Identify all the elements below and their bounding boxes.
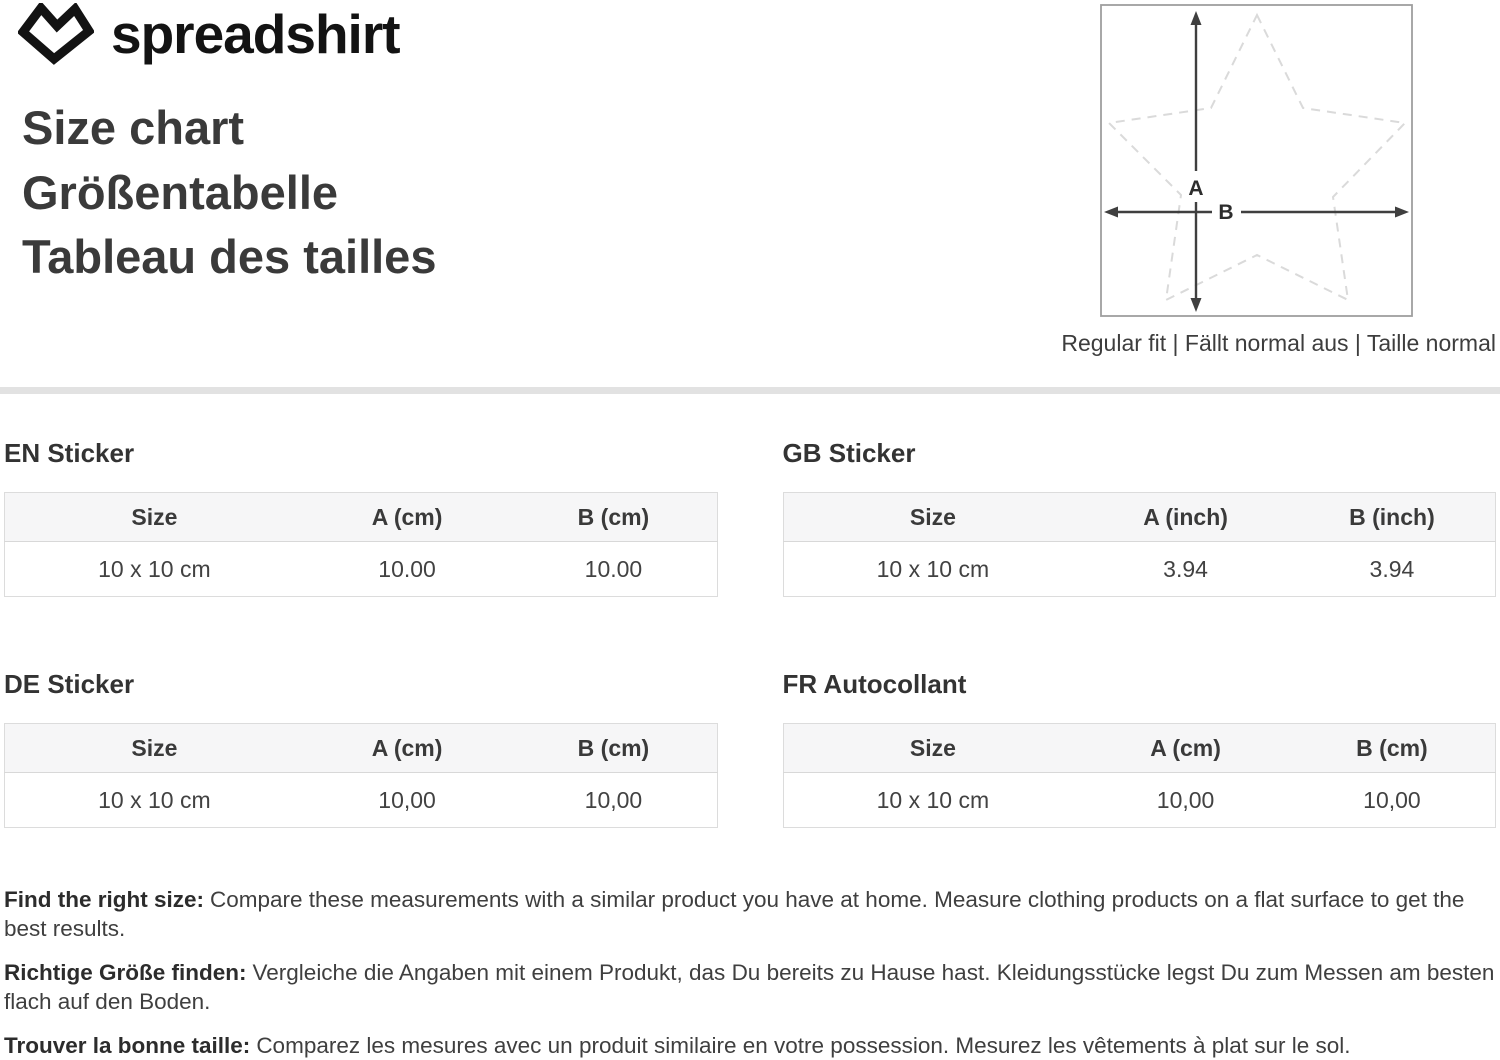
size-table-fr <box>783 723 1497 828</box>
header <box>0 0 1500 387</box>
note-en <box>4 885 1496 943</box>
cell-b: 10,00 <box>510 773 717 828</box>
note-label: Find the right size: <box>4 887 204 912</box>
size-section-en <box>4 440 718 597</box>
column-header-a: A (cm) <box>304 724 511 773</box>
column-header-b: B (cm) <box>510 724 717 773</box>
table-header-row <box>5 493 718 542</box>
size-table-en <box>4 492 718 597</box>
brand <box>18 2 400 66</box>
page-title-de: Größentabelle <box>22 165 339 219</box>
column-header-b: B (cm) <box>1289 724 1496 773</box>
size-table-de <box>4 723 718 828</box>
table-header-row <box>5 724 718 773</box>
fit-caption: Regular fit | Fällt normal aus | Taille normal <box>1061 330 1496 356</box>
table-title: DE Sticker <box>4 669 135 699</box>
column-header-a: A (inch) <box>1082 493 1289 542</box>
note-text: Comparez les mesures avec un produit similaire en votre possession. Mesurez les vêtements à plat sur le sol. <box>256 1033 1351 1058</box>
page-title-en: Size chart <box>22 101 245 154</box>
table-title: GB Sticker <box>782 438 916 468</box>
note-fr <box>4 1031 1496 1060</box>
cell-size: 10 x 10 cm <box>5 773 304 828</box>
table-title: FR Autocollant <box>782 669 967 699</box>
cell-b: 10,00 <box>1289 773 1496 828</box>
column-header-size: Size <box>783 724 1082 773</box>
cell-a: 10,00 <box>304 773 511 828</box>
size-section-fr <box>783 671 1497 828</box>
column-header-size: Size <box>783 493 1082 542</box>
size-section-gb <box>783 440 1497 597</box>
column-header-a: A (cm) <box>1082 724 1289 773</box>
column-header-size: Size <box>5 724 304 773</box>
size-tables-grid <box>4 440 1496 828</box>
table-row <box>5 542 718 597</box>
page-title-fr: Tableau des tailles <box>22 230 437 283</box>
measurement-diagram <box>1100 4 1413 317</box>
table-row <box>783 773 1496 828</box>
note-label: Trouver la bonne taille: <box>4 1033 251 1058</box>
cell-size: 10 x 10 cm <box>783 542 1082 597</box>
brand-name: spreadshirt <box>111 3 400 65</box>
size-table-gb <box>783 492 1497 597</box>
table-row <box>783 542 1496 597</box>
main-content <box>0 440 1500 1060</box>
cell-b: 3.94 <box>1289 542 1496 597</box>
column-header-a: A (cm) <box>304 493 511 542</box>
dimension-label-b: B <box>1218 201 1234 224</box>
column-header-size: Size <box>5 493 304 542</box>
size-section-de <box>4 671 718 828</box>
note-text: Compare these measurements with a similar product you have at home. Measure clothing products on a flat surface to get the best results. <box>4 887 1465 941</box>
table-header-row <box>783 724 1496 773</box>
note-de <box>4 958 1496 1016</box>
cell-a: 10.00 <box>304 542 511 597</box>
heart-logo-icon <box>18 3 94 65</box>
cell-b: 10.00 <box>510 542 717 597</box>
dimension-label-a: A <box>1188 177 1204 200</box>
table-title: EN Sticker <box>4 438 135 468</box>
table-row <box>5 773 718 828</box>
sizing-notes <box>4 885 1496 1060</box>
page-titles <box>22 96 436 290</box>
note-label: Richtige Größe finden: <box>4 960 247 985</box>
column-header-b: B (inch) <box>1289 493 1496 542</box>
note-text: Vergleiche die Angaben mit einem Produkt, das Du bereits zu Hause hast. Kleidungsstücke legst Du zum Messen am besten flach auf den Boden. <box>4 960 1495 1014</box>
table-header-row <box>783 493 1496 542</box>
cell-a: 10,00 <box>1082 773 1289 828</box>
column-header-b: B (cm) <box>510 493 717 542</box>
cell-a: 3.94 <box>1082 542 1289 597</box>
section-divider <box>0 387 1500 394</box>
cell-size: 10 x 10 cm <box>783 773 1082 828</box>
cell-size: 10 x 10 cm <box>5 542 304 597</box>
